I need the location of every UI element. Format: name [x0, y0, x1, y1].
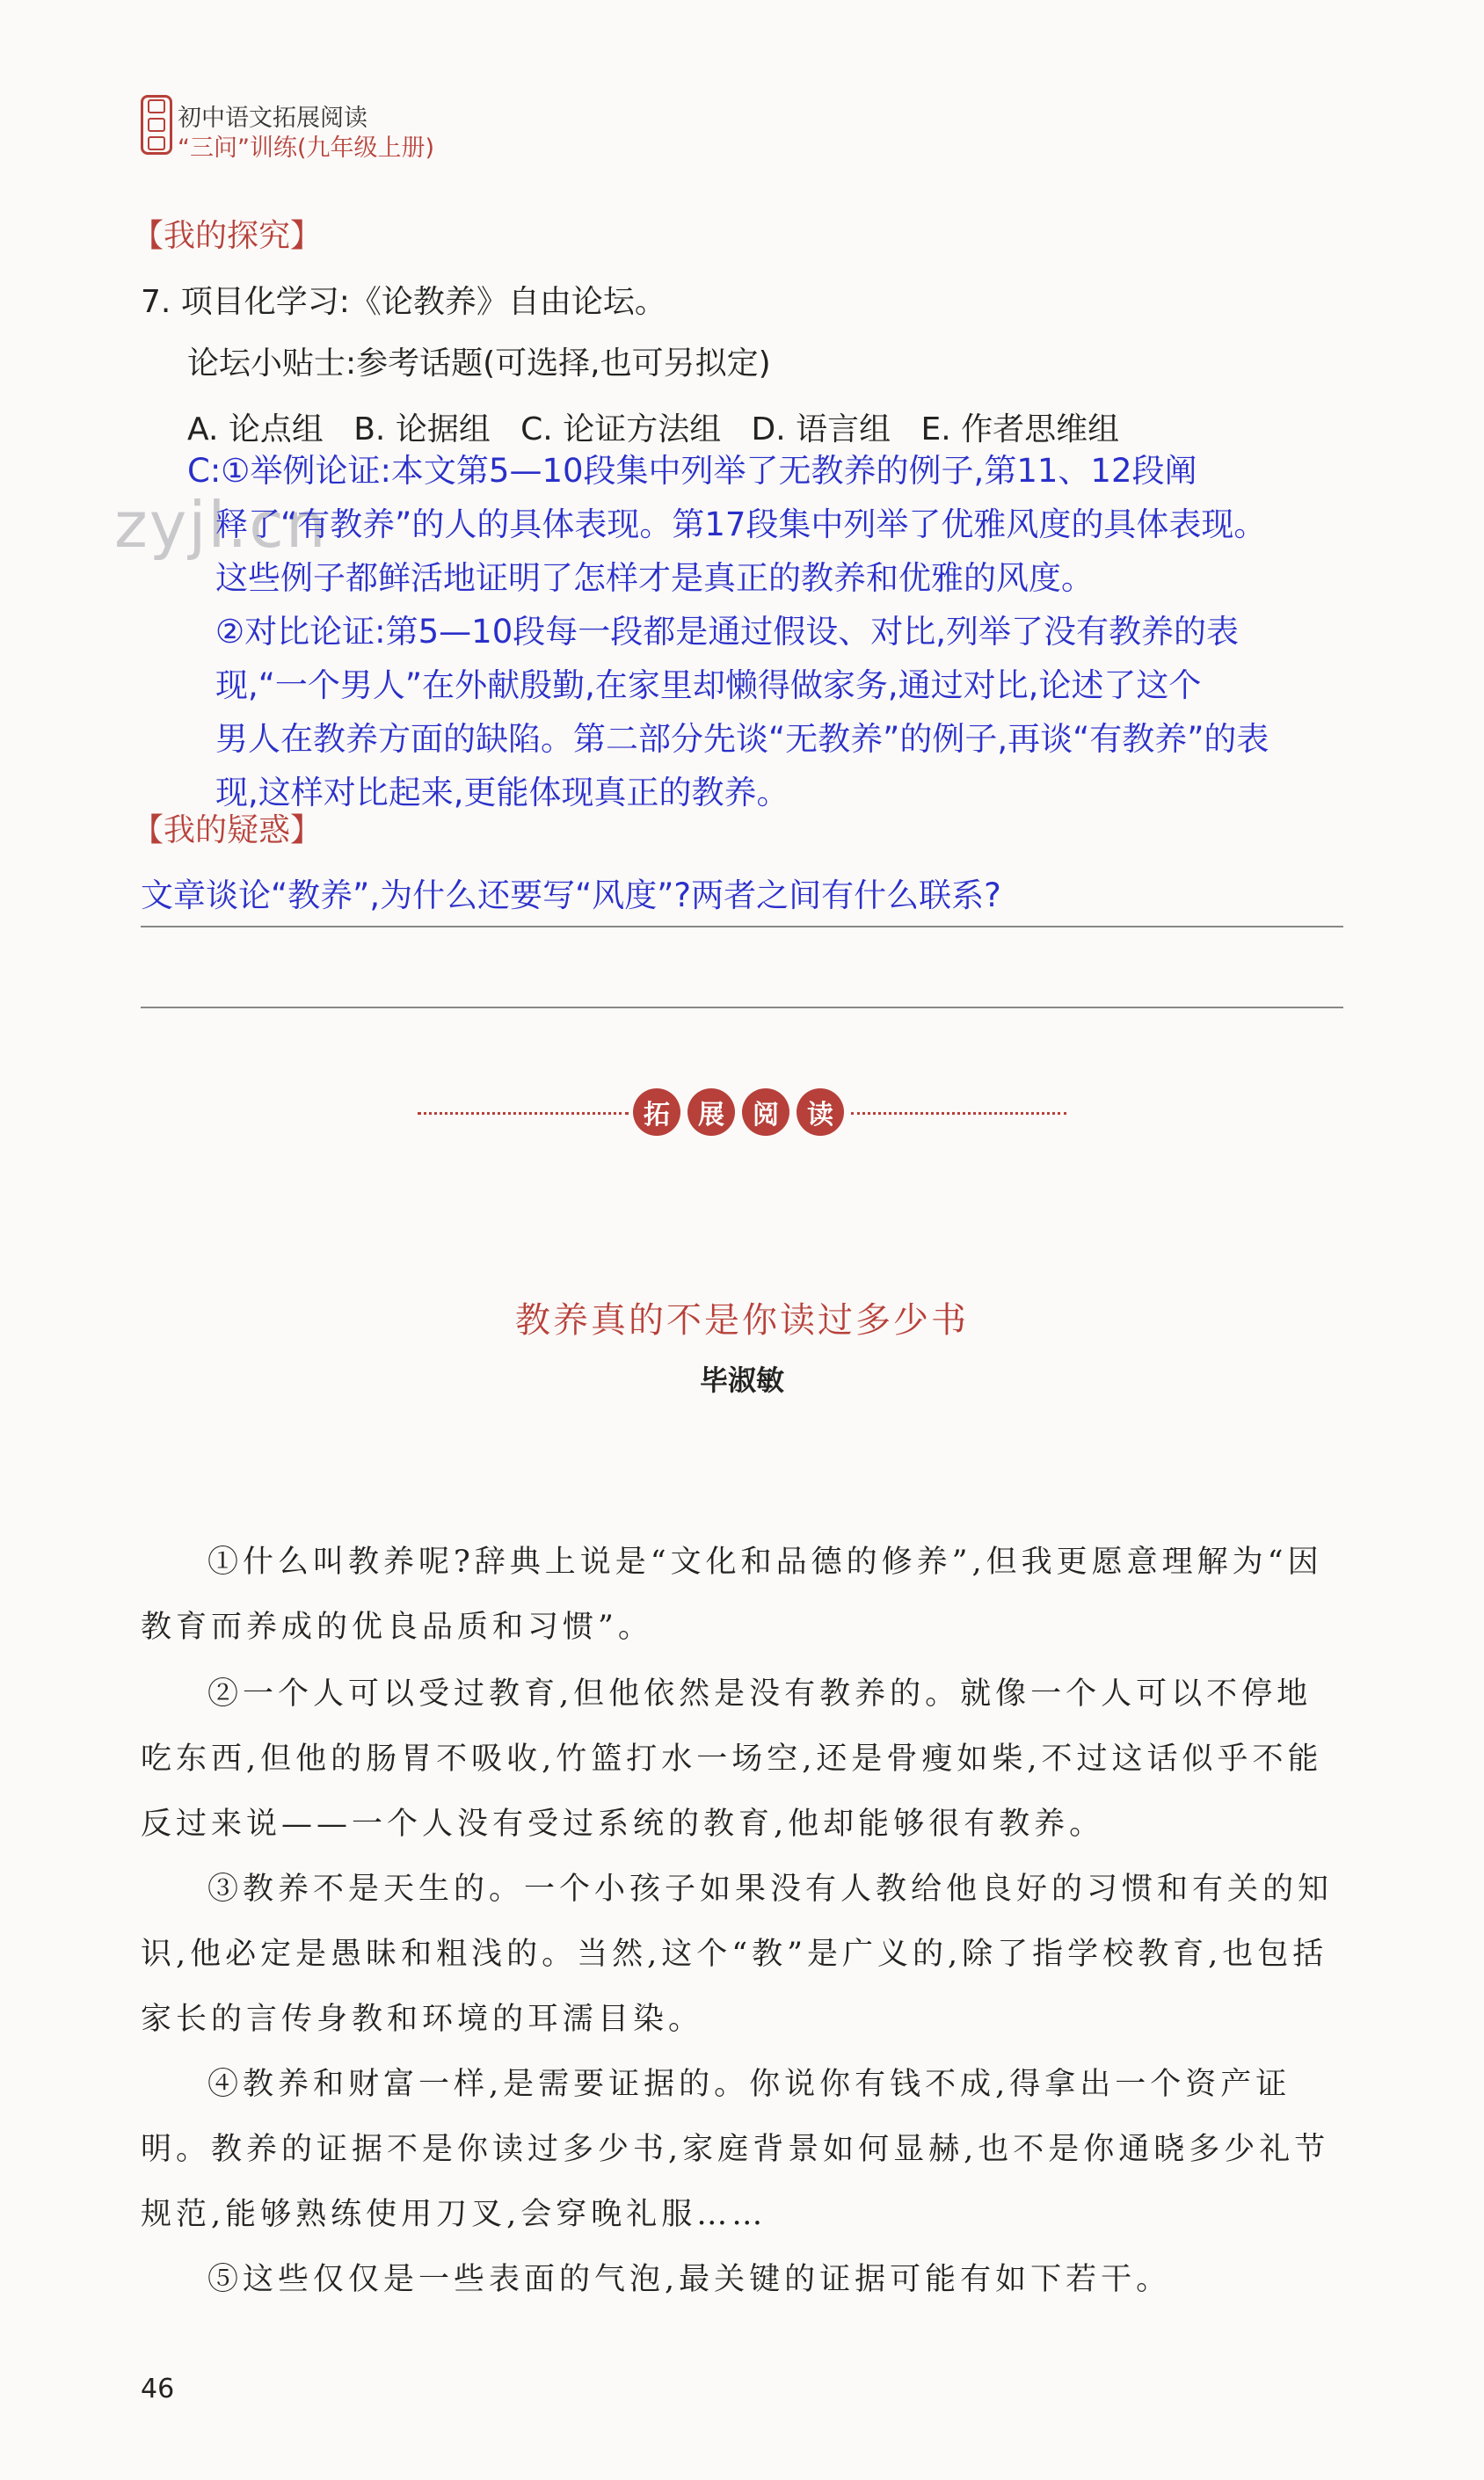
article-paragraph-3: ③教养不是天生的。一个小孩子如果没有人教给他良好的习惯和有关的知识,他必定是愚昧和粗浅的。当然,这个“教”是广义的,除了指学校教育,也包括家长的言传身教和环境的耳濡目染。: [141, 1872, 1334, 2037]
answer-line-rule-2: [141, 1007, 1343, 1008]
page-number: 46: [141, 2374, 175, 2404]
article-paragraph-1: ①什么叫教养呢?辞典上说是“文化和品德的修养”,但我更愿意理解为“因教育而养成的优良品质和习惯”。: [141, 1545, 1323, 1645]
article-paragraph-5: ⑤这些仅仅是一些表面的气泡,最关键的证据可能有如下若干。: [207, 2262, 1172, 2297]
option-d: D. 语言组: [751, 411, 891, 447]
answer-line-2: 释了“有教养”的人的具体表现。第17段集中列举了优雅风度的具体表现。: [215, 505, 1267, 543]
article-paragraph-2: ②一个人可以受过教育,但他依然是没有教养的。就像一个人可以不停地吃东西,但他的肠胃不吸收,竹篮打水一场空,还是骨瘦如柴,不过这话似乎不能反过来说——一个人没有受过系统的教育,他却能够很有教养。: [141, 1676, 1323, 1842]
seal-du: 读: [797, 1088, 844, 1136]
forum-tip: 论坛小贴士:参考话题(可选择,也可另拟定): [187, 345, 771, 382]
series-logo-icon: [141, 95, 172, 155]
answer-line-4: ②对比论证:第5—10段每一段都是通过假设、对比,列举了没有教养的表: [215, 613, 1240, 651]
article-author: 毕淑敏: [699, 1364, 784, 1397]
doubt-answer: 文章谈论“教养”,为什么还要写“风度”?两者之间有什么联系?: [141, 876, 1001, 914]
answer-line-5: 现,“一个男人”在外献殷勤,在家里却懒得做家务,通过对比,论述了这个: [215, 666, 1202, 704]
option-b: B. 论据组: [353, 411, 491, 447]
divider-dots-left: [418, 1112, 629, 1115]
watermark: zyjl.cn: [114, 488, 328, 562]
topic-options: [187, 404, 1119, 449]
option-c: C. 论证方法组: [520, 411, 722, 447]
question-7: 7. 项目化学习:《论教养》自由论坛。: [141, 284, 666, 320]
answer-line-6: 男人在教养方面的缺陷。第二部分先谈“无教养”的例子,再谈“有教养”的表: [215, 720, 1269, 758]
explore-label: 【我的探究】: [132, 218, 323, 254]
seal-yue: 阅: [742, 1088, 789, 1136]
article-title: 教养真的不是你读过多少书: [515, 1300, 969, 1341]
series-subtitle: “三问”训练(九年级上册): [178, 135, 435, 162]
option-e: E. 作者思维组: [920, 411, 1120, 447]
answer-line-rule-1: [141, 926, 1343, 927]
option-a: A. 论点组: [187, 411, 324, 447]
answer-line-1: C:①举例论证:本文第5—10段集中列举了无教养的例子,第11、12段阐: [187, 452, 1197, 490]
answer-line-3: 这些例子都鲜活地证明了怎样才是真正的教养和优雅的风度。: [215, 559, 1094, 597]
series-title: 初中语文拓展阅读: [178, 105, 367, 132]
seal-tuo: 拓: [633, 1088, 680, 1136]
answer-line-7: 现,这样对比起来,更能体现真正的教养。: [215, 774, 789, 811]
seal-zhan: 展: [687, 1088, 735, 1136]
divider-dots-right: [851, 1112, 1066, 1115]
article-paragraph-4: ④教养和财富一样,是需要证据的。你说你有钱不成,得拿出一个资产证明。教养的证据不是你读过多少书,家庭背景如何显赫,也不是你通晓多少礼节规范,能够熟练使用刀叉,会穿晚礼服……: [141, 2067, 1330, 2232]
doubt-label: 【我的疑惑】: [132, 812, 323, 848]
